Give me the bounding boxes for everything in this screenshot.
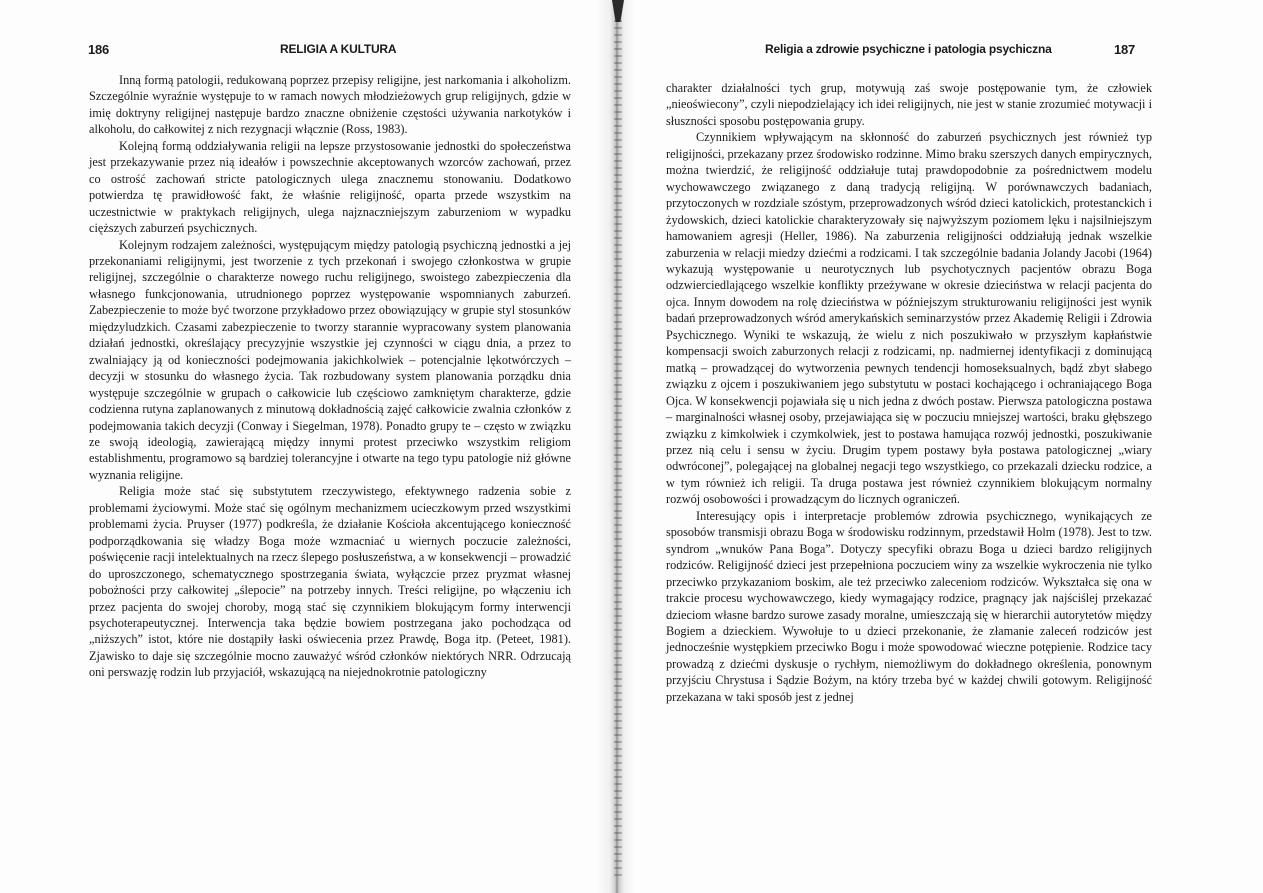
paragraph: Interesujący opis i interpretacje problemów zdrowia psychicznego, wynikających ze sposobów transmisji obrazu Boga w środowisku rodzinnym, przedstawił Holm (1978). Jest to tzw. syndrom „wnuków Pana Boga”. Dotyczy specyfiki obrazu Boga u dzieci bardzo religijnych rodziców. Religijność dzieci jest przepełniona poczuciem winy za wszelkie wykroczenia nie tylko przeciwko przykazaniom boskim, ale też przeciwko zaleceniom rodziców. Wykształca się ona w trakcie procesu wychowawczego, kiedy wymagający rodzice, pragnący jak najściślej przekazać dzieciom własne bardzo surowe zasady moralne, umieszczają się w hierarchii autorytetów między Bogiem a dzieckiem. Wywołuje to u dzieci przekonanie, że złamanie zaleceń rodziców jest jednocześnie występkiem przeciwko Bogu i może spowodować wieczne potępienie. Rodzice tacy prowadzą z dziećmi dyskusje o rychłym, niemożliwym do dokładnego określenia, ponownym przyjściu Chrystusa i Sądzie Bożym, na który trzeba być w każdej chwili gotowym. Religijność przekazana w taki sposób jest z jednej: [666, 508, 1152, 704]
paragraph: Czynnikiem wpływającym na skłonność do zaburzeń psychicznych jest również typ religijności, przekazany przez środowisko rodzinne. Mimo braku szerszych danych empirycznych, można twierdzić, że religijność oddziałuje tutaj prawdopodobnie za pośrednictwem modelu wychowawczego związanego z daną tradycją religijną. W porównawczych badaniach, przytoczonych w rozdziale szóstym, przeprowadzonych wśród dzieci katolickich, protestanckich i żydowskich, dzieci katolickie charakteryzowały się najwyższym poziomem lęku i najsilniejszym hamowaniem agresji (Heller, 1986). Na zaburzenia religijności oddziałują jednak wszelkie zaburzenia w relacji miedzy dziećmi a rodzicami. I tak szczególnie badania Jolandy Jacobi (1964) wykazują występowanie u neurotycznych lub psychotycznych pacjentów obrazu Boga odzwierciedlającego wszelkie konflikty przeżywane w okresie dzieciństwa w relacji pacjenta do ojca. Innym dowodem na rolę dzieciństwa w późniejszym strukturowaniu religijności jest wynik badań przeprowadzonych wśród amerykańskich seminarzystów przez Akademię Religii i Zdrowia Psychicznego. Wyniki te wskazują, że wielu z nich poszukiwało w przyszłym kapłaństwie kompensacji swoich zaburzonych relacji z rodzicami, np. nadmiernej identyfikacji z dominującą matką – prowadzącej do wytworzenia pewnych tendencji homoseksualnych, bądź zbyt słabego związku z ojcem i poszukiwaniem jego substytutu w postaci kochającego i ochraniającego Boga Ojca. W konsekwencji pojawiała się u nich jedna z dwóch postaw. Pierwsza patologiczna postawa – marginalności własnej osoby, przejawiająca się w poczuciu mniejszej wartości, braku głębszego związku z kimkolwiek i czymkolwiek, jest to postawa hamująca rozwój jednostki, poszukiwanie przez nią celu i sensu w życiu. Drugim typem postawy była postawa patologicznej „wiary odwróconej”, polegającej na globalnej negacji tego wszystkiego, co przekazali dziecku rodzice, a w tym również ich religii. Ta druga postawa jest również czynnikiem blokującym normalny rozwój osobowości i prowadzącym do licznych ograniczeń.: [666, 130, 1152, 507]
left-page: [0, 0, 615, 893]
body-text: [89, 72, 571, 681]
running-head-title: RELIGIA A KULTURA: [280, 42, 397, 56]
page-number: 186: [88, 42, 110, 57]
page-number: 187: [1114, 42, 1136, 57]
paragraph: Kolejnym rodzajem zależności, występującym między patologią psychiczną jednostki a jej przekonaniami religijnymi, jest tworzenie z tych przekonań i swojego członkostwa w grupie religijnej, szczególnie o charakterze nowego ruchu religijnego, swoistego zabezpieczenia dla własnego funkcjonowania, utrudnionego poprzez występowanie wspomnianych zaburzeń. Zabezpieczenie to może być tworzone przykładowo przez obowiązujący w grupie styl stosunków międzyludzkich. Czasami zabezpieczenie to tworzy starannie wypracowany system planowania działań jednostki, określający precyzyjnie wszystkie jej czynności w ciągu dnia, a przez to zwalniający ją od konieczności podejmowania jakichkolwiek – potencjalnie lękotwórczych – decyzji w stosunku do własnego życia. Tak rozbudowany system planowania porządku dnia występuje szczególnie w grupach o całkowicie lub częściowo zamkniętym charakterze, gdzie codzienna rutyna zaplanowanych z minutową dokładnością zajęć całkowicie zwalnia członków z podejmowania takich decyzji (Conway i Siegelman, 1978). Ponadto grupy te – często w związku ze swoją ideologią, zawierającą między innymi protest przeciwko wszystkim religiom establishmentu, programowo są bardziej tolerancyjne i otwarte na tego typu patologie niż główne wyznania religijne.: [89, 237, 571, 482]
paragraph: Religia może stać się substytutem rzeczywistego, efektywnego radzenia sobie z problemami życiowymi. Może stać się ogólnym mechanizmem ucieczkowym przed wszystkimi problemami życia. Pruyser (1977) podkreśla, że działanie Kościoła akcentującego konieczność podporządkowania się władzy Boga może wzmacniać u wiernych poczucie zależności, poświęcenie racji intelektualnych na rzecz ślepego posłuszeństwa, a w konsekwencji – prowadzić do uproszczonego, schematycznego spostrzegania świata, wyłączcie przez pryzmat własnej pobożności przy całkowitej „ślepocie” na potrzeby innych. Treści religijne, po włączeniu ich przez pacjenta do swojej choroby, mogą stać się czynnikiem blokującym formy interwencji psychoterapeutycznej. Interwencja taka będzie bowiem postrzegana jako pochodząca od „niższych” istot, które nie dostąpiły łaski oświecenia przez Prawdę, Boga itp. (Peteet, 1981). Zjawisko to daje się szczególnie mocno zauważyć wśród członków niektórych NRR. Odrzucają oni perswazję rodzin lub przyjaciół, wskazującą na niejednokrotnie patologiczny: [89, 484, 571, 680]
body-text: [666, 80, 1152, 705]
right-page: [640, 0, 1263, 893]
paragraph: Inną formą patologii, redukowaną poprzez przepisy religijne, jest narkomania i alkoholizm. Szczególnie wyraźnie występuje to w ramach nowych młodzieżowych grup religijnych, gdzie w imię doktryny religijnej następuje bardzo znaczne obniżenie częstości używania narkotyków i alkoholu, do całkowitej z nich rezygnacji włącznie (Ross, 1983).: [89, 73, 571, 137]
paragraph: Kolejną formą oddziaływania religii na lepsze przystosowanie jednostki do społeczeństwa jest przekazywanie przez nią ideałów i powszechnie akceptowanych wzorców zachowań, przez co ostrość zachowań stricte patologicznych ulega znacznemu stonowaniu. Dodatkowo potwierdza tę prawidłowość fakt, że właśnie religijność, oparta przede wszystkim na uczestnictwie w praktykach religijnych, ulega najznaczniejszym zaburzeniom w wypadku cięższych zaburzeń psychicznych.: [89, 138, 571, 236]
paragraph: charakter działalności tych grup, motywują zaś swoje postępowanie tym, że człowiek „nieoświecony”, czyli niepodzielający ich idei religijnych, nie jest w stanie zrozumieć motywacji i słuszności sposobu postępowania grupy.: [666, 81, 1152, 128]
running-head-title: Religia a zdrowie psychiczne i patologia psychiczna: [765, 42, 1052, 56]
binding-speckle: [614, 20, 622, 880]
